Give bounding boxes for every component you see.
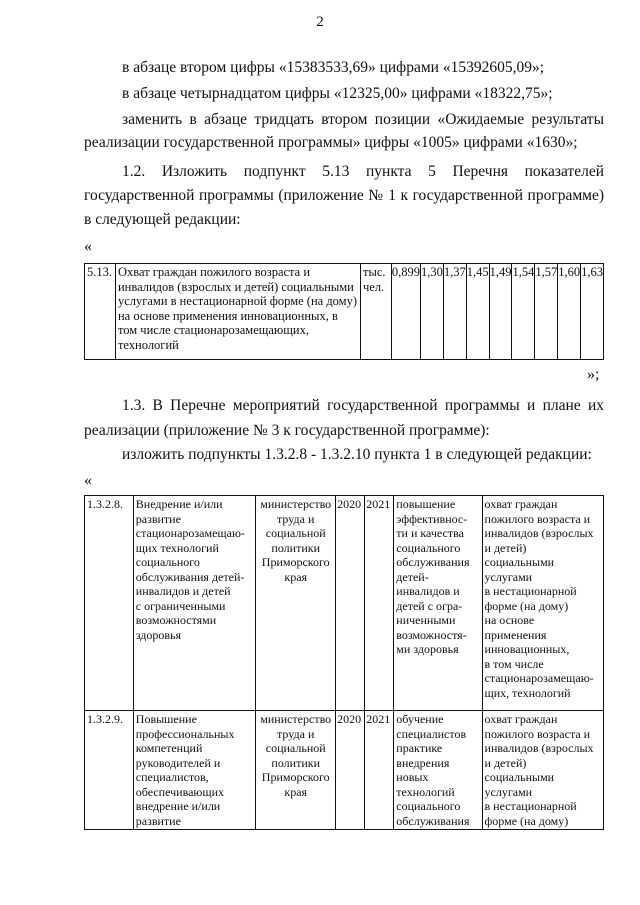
paragraph-abzac-2: в абзаце втором цифры «15383533,69» цифрами «15392605,09»; xyxy=(122,59,544,76)
measures-table xyxy=(84,495,604,830)
indicator-unit: тыс. чел. xyxy=(360,264,391,360)
page-number: 2 xyxy=(316,14,324,30)
indicator-value: 1,45 xyxy=(466,264,489,360)
measure-number: 1.3.2.8. xyxy=(85,496,134,711)
table-row xyxy=(85,264,604,360)
indicator-value: 1,63 xyxy=(581,264,604,360)
paragraph-1-3-line1: 1.3. В Перечне мероприятий государственной программы и плане их xyxy=(122,397,604,414)
paragraph-1-2-line3: в следующей редакции: xyxy=(84,211,241,228)
indicator-number: 5.13. xyxy=(85,264,116,360)
measure-start-year: 2020 xyxy=(336,496,365,711)
paragraph-replace-line2: реализации государственной программы» цифры «1005» цифрами «1630»; xyxy=(84,134,578,151)
measure-end-year: 2021 xyxy=(365,496,394,711)
table-row xyxy=(85,496,604,711)
measure-name: Внедрение и/или развитие стационарозамещаю- щих технологий социального обслуживания детей- инвалидов и детей с ограниченными возможностями здоровья xyxy=(133,496,255,711)
close-quote-1: »; xyxy=(587,366,600,383)
indicator-value: 0,899 xyxy=(391,264,420,360)
indicator-value: 1,49 xyxy=(489,264,512,360)
indicator-table xyxy=(84,263,604,360)
measure-end-year: 2021 xyxy=(365,711,394,830)
measure-executor: министерство труда и социальной политики Приморского края xyxy=(256,711,336,830)
indicator-value: 1,30 xyxy=(420,264,443,360)
indicator-name: Охват граждан пожилого возраста и инвалидов (взрослых и детей) социальными услугами в нестационарной форме (на дому) на основе применения инновационных, в том числе стационарозамещающих, технологий xyxy=(115,264,360,360)
measure-result: обучение специалистов практике внедрения новых технологий социального обслуживания xyxy=(394,711,482,830)
paragraph-1-3-line2: реализации (приложение № 3 к государственной программе): xyxy=(84,422,490,439)
indicator-value: 1,54 xyxy=(512,264,535,360)
measure-number: 1.3.2.9. xyxy=(85,711,134,830)
indicator-value: 1,60 xyxy=(558,264,581,360)
measure-start-year: 2020 xyxy=(336,711,365,830)
paragraph-1-2-line1: 1.2. Изложить подпункт 5.13 пункта 5 Перечня показателей xyxy=(122,163,604,180)
table-row xyxy=(85,711,604,830)
indicator-value: 1,57 xyxy=(535,264,558,360)
measure-indicator: охват граждан пожилого возраста и инвалидов (взрослых и детей) социальными услугами в нестационарной форме (на дому) xyxy=(482,711,603,830)
paragraph-subpoints: изложить подпункты 1.3.2.8 - 1.3.2.10 пункта 1 в следующей редакции: xyxy=(122,446,592,463)
paragraph-abzac-14: в абзаце четырнадцатом цифры «12325,00» цифрами «18322,75»; xyxy=(122,85,553,102)
paragraph-replace-line1: заменить в абзаце тридцать втором позиции «Ожидаемые результаты xyxy=(122,111,604,128)
indicator-value: 1,37 xyxy=(443,264,466,360)
open-quote-2: « xyxy=(84,472,92,489)
measure-result: повышение эффективнос- ти и качества социального обслуживания детей- инвалидов и детей с огра- ниченными возможностя- ми здоровья xyxy=(394,496,482,711)
open-quote-1: « xyxy=(84,238,92,255)
paragraph-1-2-line2: государственной программы (приложение № 1 к государственной программе) xyxy=(84,187,604,204)
measure-name: Повышение профессиональных компетенций руководителей и специалистов, обеспечивающих внедрение и/или развитие xyxy=(133,711,255,830)
measure-indicator: охват граждан пожилого возраста и инвалидов (взрослых и детей) социальными услугами в нестационарной форме (на дому) на основе применения инновационных, в том числе стационарозамещаю- щих, технологий xyxy=(482,496,603,711)
measure-executor: министерство труда и социальной политики Приморского края xyxy=(256,496,336,711)
